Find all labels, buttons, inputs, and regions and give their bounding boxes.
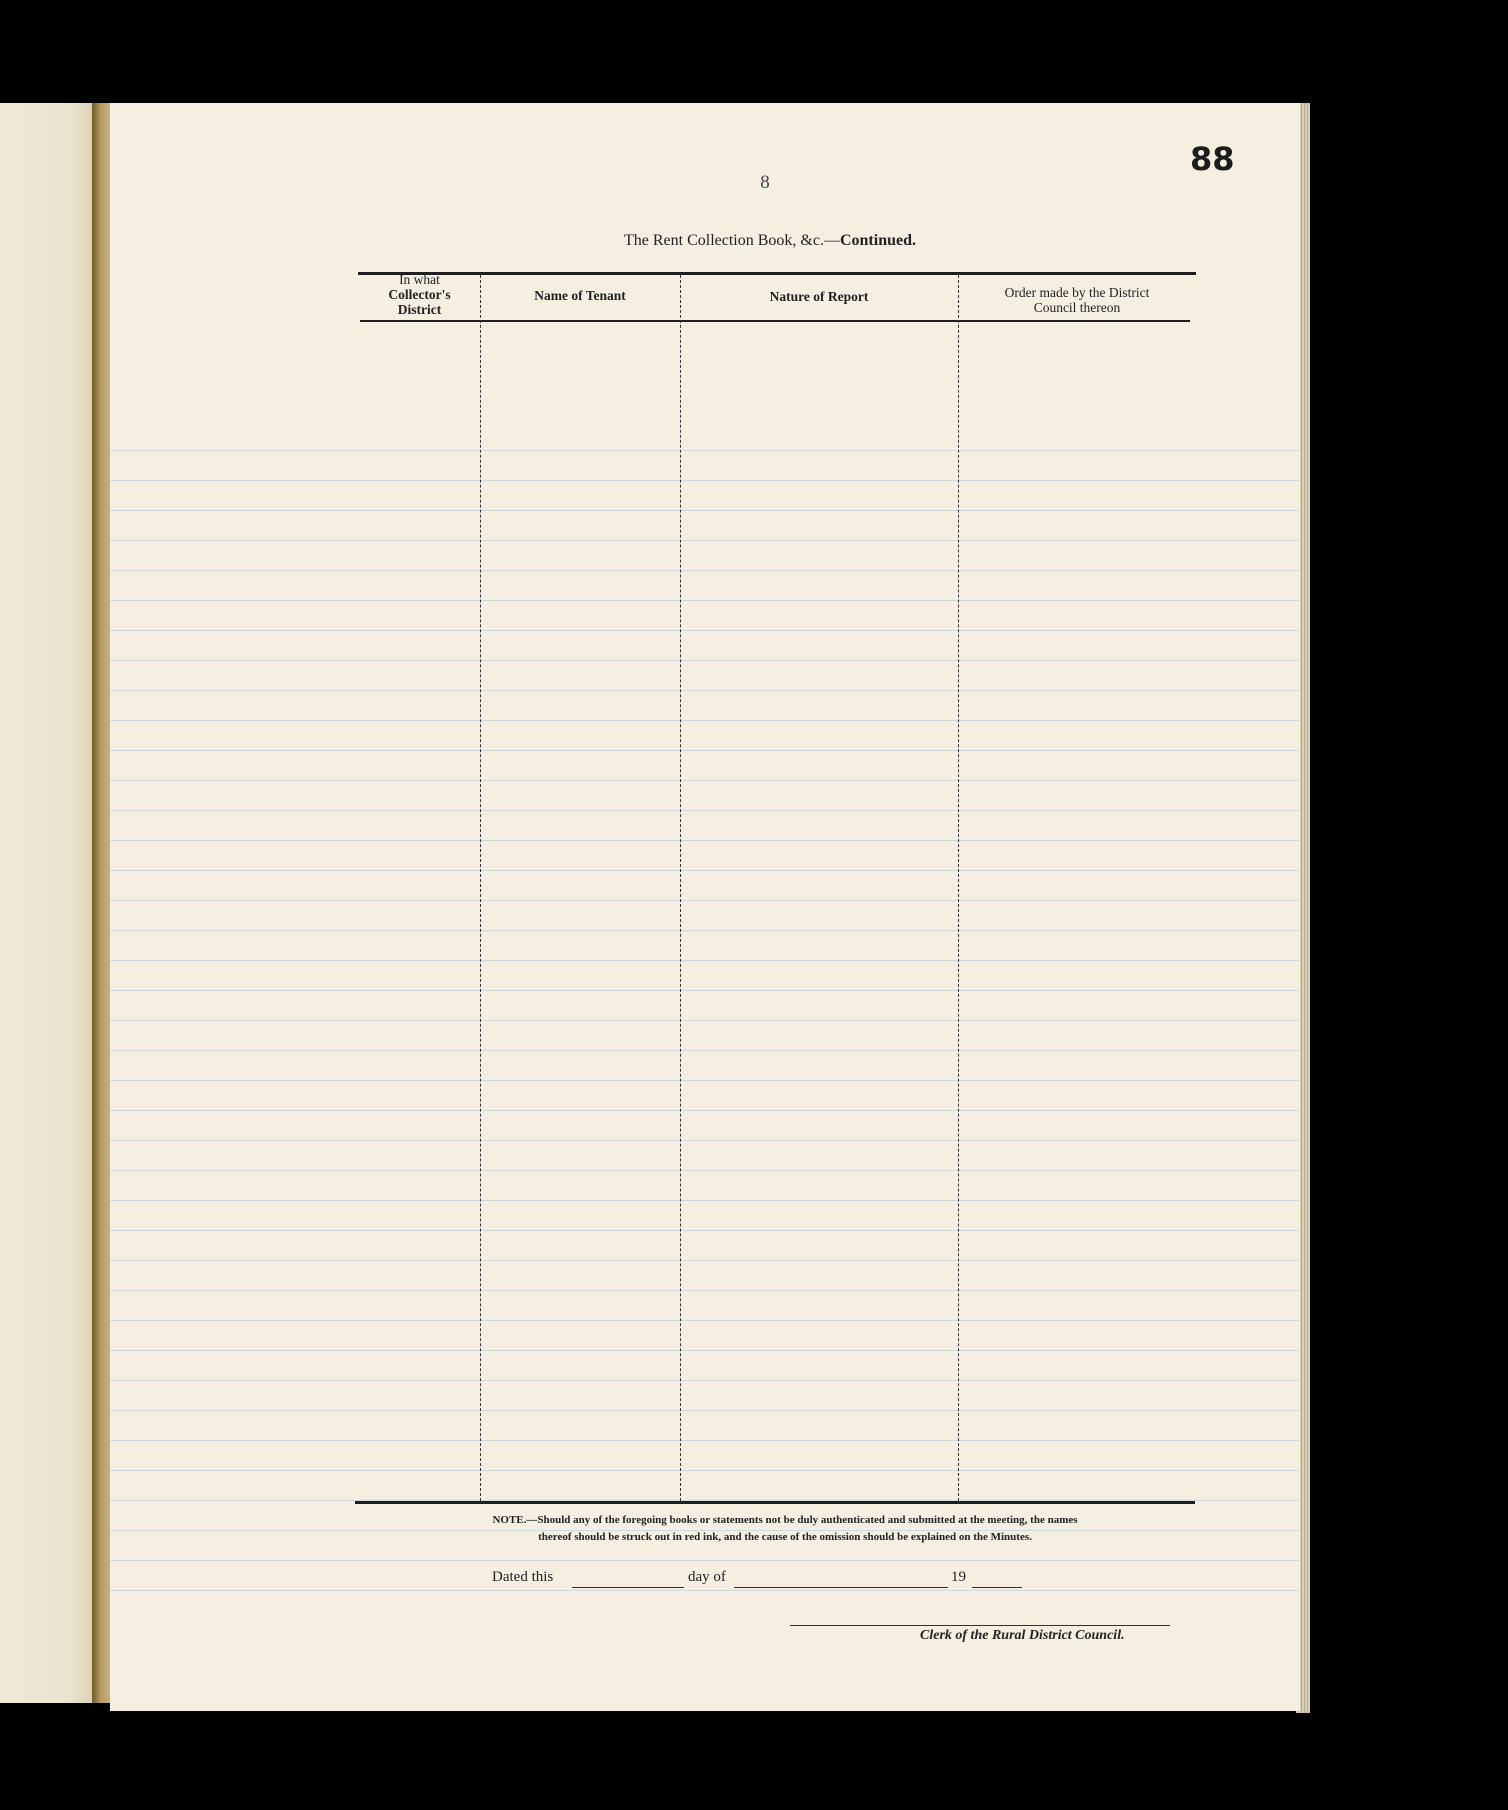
folio-stamp: 88 (1190, 140, 1235, 178)
signature-label: Clerk of the Rural District Council. (920, 1628, 1125, 1643)
column-header-tenant: Name of Tenant (534, 288, 626, 303)
footnote-line2: thereof should be struck out in red ink, and the cause of the omission should be explained on the Minutes. (538, 1531, 1032, 1543)
signature-line (790, 1625, 1170, 1626)
heading-continued: Continued. (839, 232, 916, 249)
footnote-line1: NOTE.—Should any of the foregoing books or statements not be duly authenticated and submitted at the meeting, the names (492, 1514, 1078, 1526)
order-header-line2: Council thereon (1033, 300, 1121, 315)
column-divider-1 (480, 275, 481, 1501)
column-header-report: Nature of Report (769, 289, 869, 304)
column-divider-2 (680, 275, 681, 1501)
year-blank (972, 1587, 1022, 1588)
page-number: 8 (760, 172, 770, 193)
district-header-line3: District (397, 302, 442, 317)
day-blank (572, 1587, 684, 1588)
heading-main: The Rent Collection Book, &c.— (624, 232, 840, 249)
dated-this-label: Dated this (492, 1569, 554, 1585)
order-header-line1: Order made by the District (1004, 285, 1150, 300)
district-header-line1: In what (399, 272, 440, 287)
left-page (0, 103, 100, 1703)
footnote (400, 1512, 1170, 1546)
day-of-label: day of (688, 1569, 726, 1585)
table-bottom-rule (355, 1501, 1195, 1504)
month-blank (734, 1587, 948, 1588)
page-heading (560, 232, 980, 250)
column-header-district (362, 272, 477, 317)
header-bottom-rule (360, 320, 1190, 322)
district-header-line2: Collector's (388, 287, 451, 302)
column-divider-3 (958, 275, 959, 1501)
year-prefix: 19 (951, 1569, 966, 1585)
table-top-rule (358, 272, 1196, 275)
column-header-order (962, 285, 1192, 315)
ledger-page (110, 103, 1300, 1711)
